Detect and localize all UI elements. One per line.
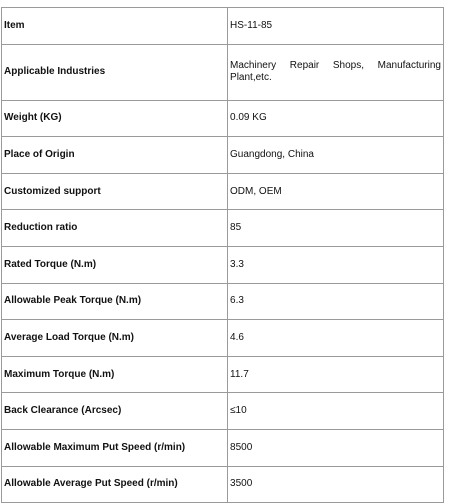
table-row (2, 137, 444, 174)
row-value: 3.3 (228, 246, 444, 283)
row-value: HS-11-85 (228, 8, 444, 45)
row-value: 11.7 (228, 356, 444, 393)
row-label: Customized support (2, 173, 228, 210)
row-label: Reduction ratio (2, 210, 228, 247)
row-value: 4.6 (228, 320, 444, 357)
row-label: Place of Origin (2, 137, 228, 174)
table-row (2, 8, 444, 45)
row-label: Average Load Torque (N.m) (2, 320, 228, 357)
spec-table (1, 7, 444, 503)
row-value: 85 (228, 210, 444, 247)
row-label: Item (2, 8, 228, 45)
table-row (2, 356, 444, 393)
row-value: 0.09 KG (228, 100, 444, 137)
table-row (2, 44, 444, 100)
row-value: 6.3 (228, 283, 444, 320)
row-label: Allowable Maximum Put Speed (r/min) (2, 429, 228, 466)
row-value: 3500 (228, 466, 444, 503)
table-row (2, 283, 444, 320)
table-row (2, 210, 444, 247)
row-label: Back Clearance (Arcsec) (2, 393, 228, 430)
row-value: Machinery Repair Shops, Manufacturing Plant,etc. (228, 44, 444, 100)
row-value: ≤10 (228, 393, 444, 430)
table-row (2, 246, 444, 283)
row-label: Allowable Peak Torque (N.m) (2, 283, 228, 320)
row-label: Rated Torque (N.m) (2, 246, 228, 283)
row-value: Guangdong, China (228, 137, 444, 174)
row-label: Weight (KG) (2, 100, 228, 137)
table-row (2, 429, 444, 466)
row-value: ODM, OEM (228, 173, 444, 210)
table-row (2, 393, 444, 430)
table-row (2, 173, 444, 210)
row-value: 8500 (228, 429, 444, 466)
table-row (2, 466, 444, 503)
table-row (2, 320, 444, 357)
table-row (2, 100, 444, 137)
row-label: Allowable Average Put Speed (r/min) (2, 466, 228, 503)
row-label: Applicable Industries (2, 44, 228, 100)
row-label: Maximum Torque (N.m) (2, 356, 228, 393)
